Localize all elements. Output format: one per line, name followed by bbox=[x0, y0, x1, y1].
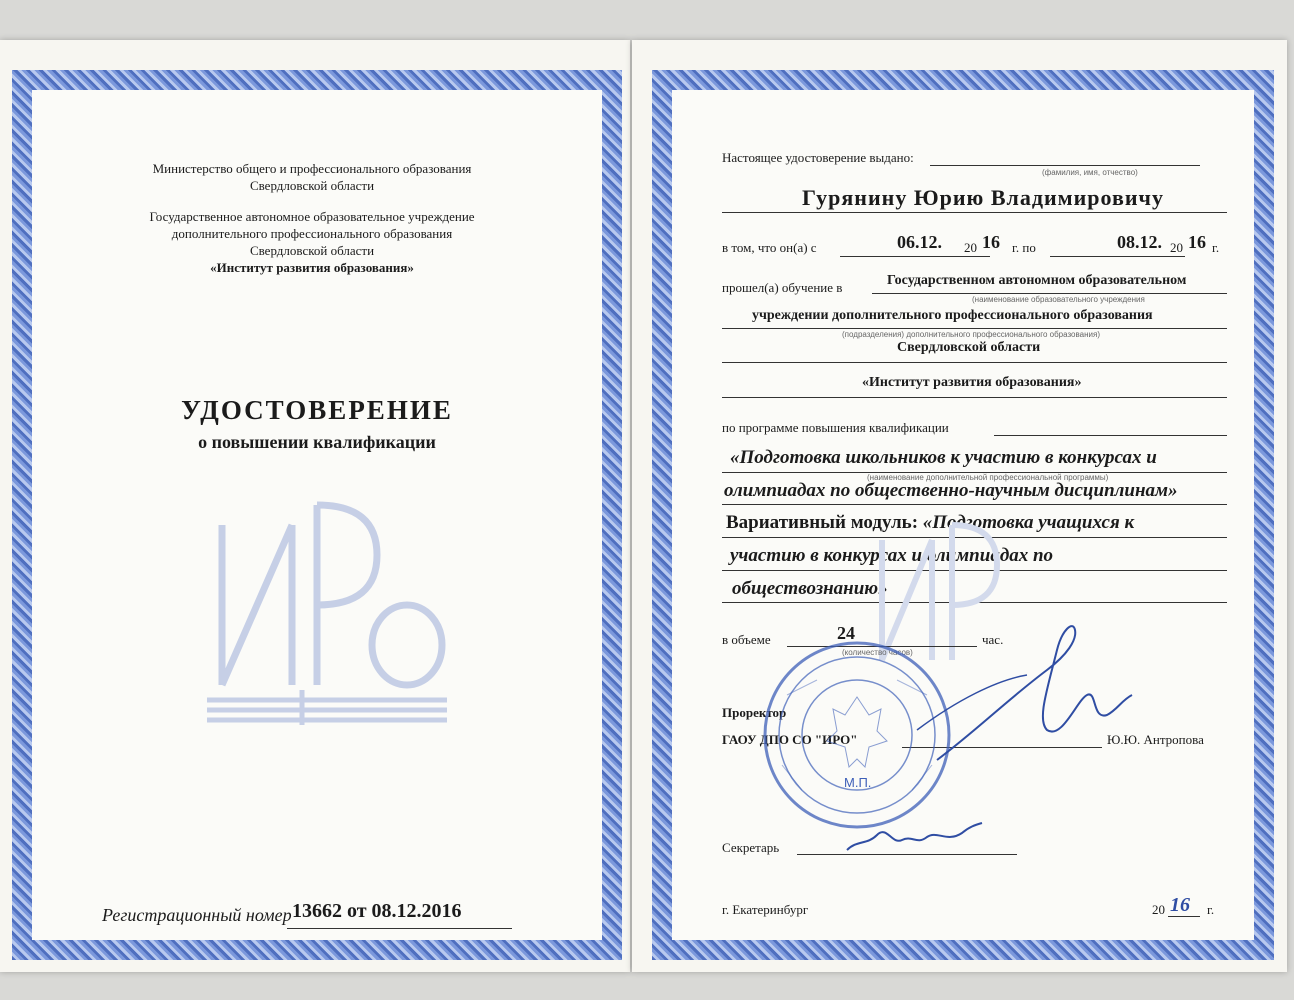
org-underline-4 bbox=[722, 397, 1227, 398]
module-label: Вариативный модуль: bbox=[726, 512, 919, 533]
ministry-line-2: Свердловской области bbox=[249, 178, 375, 193]
year-suffix: г. bbox=[1212, 240, 1220, 255]
iro-logo-icon bbox=[202, 485, 452, 725]
org-hint-1: (наименование образовательного учреждения bbox=[972, 295, 1145, 304]
document-subtitle: о повышении квалификации bbox=[198, 432, 436, 452]
issued-underline bbox=[930, 165, 1200, 166]
mp-label: М.П. bbox=[844, 775, 872, 790]
secretary-label: Секретарь bbox=[722, 840, 780, 855]
org-line-1: Государственном автономном образовательном bbox=[887, 273, 1187, 288]
to-text: г. по bbox=[1012, 240, 1036, 255]
certificate-content-page bbox=[632, 40, 1287, 972]
registration-number: 13662 от 08.12.2016 bbox=[292, 900, 462, 922]
org-line-2: учреждении дополнительного профессионального образования bbox=[752, 308, 1153, 323]
decorative-border bbox=[652, 70, 1274, 960]
decorative-border bbox=[12, 70, 622, 960]
registration-underline bbox=[287, 928, 512, 929]
institution-line-4: «Институт развития образования» bbox=[210, 260, 414, 275]
org-underline-2 bbox=[722, 328, 1227, 329]
institution-line-2: дополнительного профессионального образования bbox=[171, 226, 453, 241]
prorector-label: Проректор bbox=[722, 705, 787, 720]
date-from-underline bbox=[840, 256, 990, 257]
document-title: УДОСТОВЕРЕНИЕ bbox=[181, 395, 453, 425]
prorector-signature-icon bbox=[897, 610, 1147, 780]
volume-unit: час. bbox=[982, 632, 1004, 647]
org-line-3: Свердловской области bbox=[897, 340, 1041, 355]
institution-line-1: Государственное автономное образовательное учреждение bbox=[149, 209, 475, 224]
module-line-2: участию в конкурсах и олимпиадах по bbox=[730, 545, 1054, 566]
year-from: 16 bbox=[982, 232, 1000, 252]
program-line-1: «Подготовка школьников к участию в конкурсах и bbox=[730, 447, 1157, 468]
issued-hint: (фамилия, имя, отчество) bbox=[1042, 168, 1138, 177]
year-to-prefix: 20 bbox=[1170, 240, 1183, 255]
year-bottom-suffix: г. bbox=[1207, 902, 1215, 917]
volume-value: 24 bbox=[837, 623, 855, 643]
module-title-start: «Подготовка учащихся к bbox=[922, 512, 1135, 533]
module-line-3: обществознанию» bbox=[732, 578, 888, 599]
date-to-underline bbox=[1050, 256, 1185, 257]
date-to: 08.12. bbox=[1117, 232, 1162, 252]
iro-logo-watermark bbox=[202, 485, 452, 730]
org-line-4: «Институт развития образования» bbox=[862, 375, 1082, 390]
institution-header bbox=[112, 208, 512, 276]
year-to: 16 bbox=[1188, 232, 1206, 252]
program-line-2: олимпиадах по общественно-научным дисциплинам» bbox=[724, 480, 1178, 501]
certificate-cover-page bbox=[0, 40, 630, 972]
registration-label: Регистрационный номер bbox=[102, 905, 292, 925]
institution-line-3: Свердловской области bbox=[249, 243, 375, 258]
secretary-signature-icon bbox=[837, 815, 987, 865]
year-bottom: 16 bbox=[1170, 894, 1190, 916]
prorector-name: Ю.Ю. Антропова bbox=[1107, 732, 1204, 747]
program-hint: (наименование дополнительной профессиональной программы) bbox=[867, 473, 1109, 482]
year-from-prefix: 20 bbox=[964, 240, 977, 255]
ministry-header bbox=[132, 160, 492, 194]
name-underline bbox=[722, 212, 1227, 213]
city: г. Екатеринбург bbox=[722, 902, 809, 917]
issued-label: Настоящее удостоверение выдано: bbox=[722, 150, 914, 165]
org-underline-1 bbox=[872, 293, 1227, 294]
volume-label: в объеме bbox=[722, 632, 771, 647]
program-underline-2 bbox=[722, 504, 1227, 505]
org-hint-2: (подразделения) дополнительного профессионального образования) bbox=[842, 330, 1100, 339]
program-label-underline bbox=[994, 435, 1227, 436]
dates-prefix: в том, что он(а) с bbox=[722, 240, 817, 255]
org-underline-3 bbox=[722, 362, 1227, 363]
ministry-line-1: Министерство общего и профессионального образования bbox=[152, 161, 472, 176]
date-from: 06.12. bbox=[897, 232, 942, 252]
study-label: прошел(а) обучение в bbox=[722, 280, 843, 295]
program-label: по программе повышения квалификации bbox=[722, 420, 949, 435]
recipient-name: Гурянину Юрию Владимировичу bbox=[802, 185, 1164, 210]
year-bottom-underline bbox=[1168, 916, 1200, 917]
volume-hint: (количество часов) bbox=[842, 648, 913, 657]
org-abbreviation: ГАОУ ДПО СО "ИРО" bbox=[722, 732, 858, 747]
year-bottom-prefix: 20 bbox=[1152, 902, 1165, 917]
